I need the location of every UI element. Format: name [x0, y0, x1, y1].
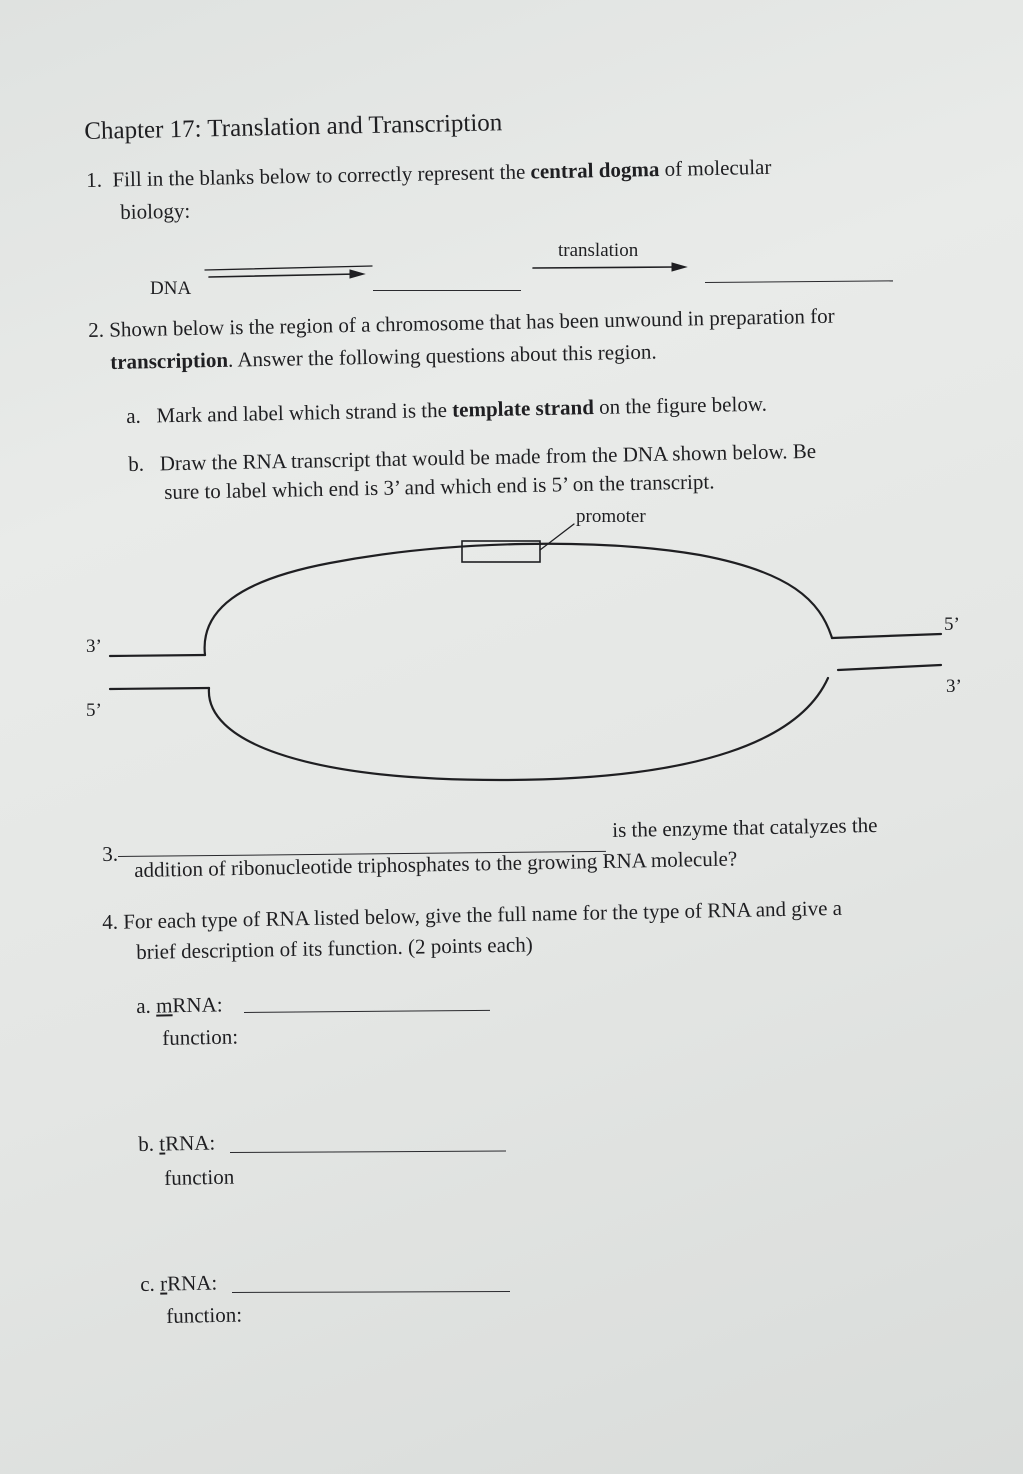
trna-function-label: function — [164, 1164, 235, 1190]
q1-text-after: of molecular — [659, 154, 772, 181]
translation-label: translation — [558, 240, 639, 261]
dna-label: DNA — [150, 278, 192, 299]
q2b-line2: sure to label which end is 3’ and which end is 5’ on the transcript. — [164, 469, 715, 504]
q1-number: 1. — [86, 167, 103, 192]
mrna-marker: a. — [136, 993, 152, 1018]
q4-line1-text: For each type of RNA listed below, give the full name for the type of RNA and give a — [122, 895, 843, 934]
q2-bold-term: transcription — [110, 347, 229, 374]
promoter-label: promoter — [576, 506, 646, 527]
translation-arrow — [533, 263, 686, 271]
q2-line2-text: . Answer the following questions about this region. — [227, 339, 657, 372]
q2a-bold-term: template strand — [451, 395, 595, 422]
right-top-end-label: 5’ — [944, 614, 960, 635]
rrna-abbr-first: r — [159, 1271, 168, 1296]
q1-line2: biology: — [120, 198, 191, 224]
mrna-function-label: function: — [162, 1024, 239, 1050]
transcription-arrow — [205, 266, 372, 278]
trna-abbr-first: t — [158, 1131, 166, 1156]
rrna-abbr-rest: RNA: — [166, 1270, 218, 1296]
q1-bold-term: central dogma — [530, 156, 660, 184]
q3-line1: is the enzyme that catalyzes the — [612, 812, 878, 842]
left-bottom-end-label: 5’ — [86, 700, 102, 721]
trna-abbr-rest: RNA: — [164, 1130, 216, 1156]
q3-number: 3. — [102, 841, 119, 866]
q2-number: 2. — [88, 317, 105, 342]
q3-line2: addition of ribonucleotide triphosphates to the growing RNA molecule? — [134, 846, 738, 882]
dna-top-strand — [110, 544, 941, 656]
trna-marker: b. — [138, 1131, 155, 1156]
mrna-abbr-rest: RNA: — [172, 992, 223, 1018]
q2b-line1-text: Draw the RNA transcript that would be made from the DNA shown below. Be — [159, 438, 817, 476]
q1-text-before: Fill in the blanks below to correctly represent the — [112, 159, 531, 192]
q2a-marker: a. — [126, 403, 142, 428]
q2b-marker: b. — [128, 451, 145, 476]
left-top-end-label: 3’ — [86, 636, 102, 657]
dna-bottom-strand — [110, 665, 941, 780]
q4-line2: brief description of its function. (2 points each) — [136, 932, 533, 964]
q2a-text-before: Mark and label which strand is the — [156, 397, 453, 428]
mrna-abbr-first: m — [155, 993, 173, 1018]
rrna-marker: c. — [140, 1271, 156, 1296]
page-title: Chapter 17: Translation and Transcription — [84, 109, 503, 145]
q2-line1-text: Shown below is the region of a chromosome that has been unwound in preparation for — [108, 303, 835, 342]
right-bottom-end-label: 3’ — [946, 676, 962, 697]
q2a-text-after: on the figure below. — [593, 391, 768, 420]
q4-number: 4. — [102, 909, 119, 934]
rrna-function-label: function: — [166, 1302, 243, 1328]
promoter-pointer — [540, 524, 574, 550]
